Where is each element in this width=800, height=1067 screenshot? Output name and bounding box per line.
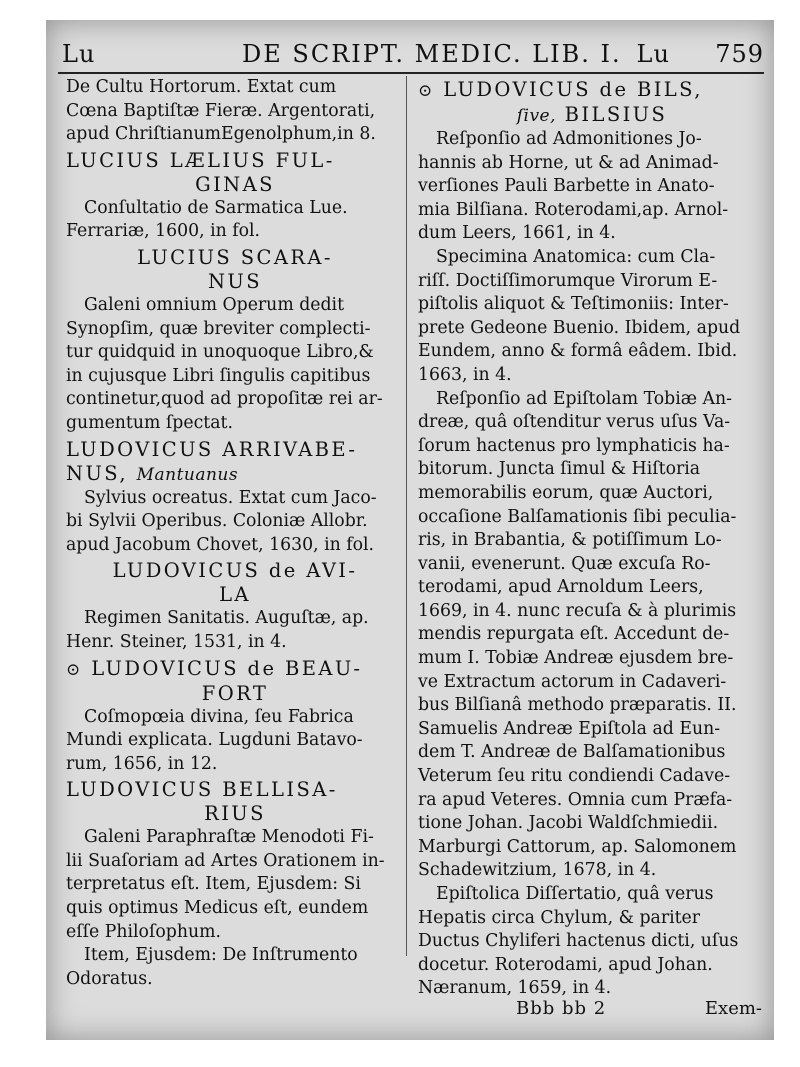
text-line: tur quidquid in unoquoque Libro,&: [66, 342, 374, 363]
author-heading: [66, 657, 404, 706]
text-line: Reſponſio ad Epiſtolam Tobiæ An-: [436, 388, 732, 409]
text-line: ve Extractum actorum in Cadaveri-: [418, 671, 727, 692]
text-line: Veterum ſeu ritu condiendi Cadave-: [418, 766, 731, 787]
entry-text: [418, 128, 766, 246]
left-column: [66, 76, 404, 991]
text-line: dem T. Andreæ de Balſamationibus: [418, 742, 726, 763]
text-line: lii Suaſoriam ad Artes Orationem in-: [66, 850, 385, 871]
marker-icon: ⊙: [418, 81, 435, 101]
marker-icon: ⊙: [66, 659, 83, 680]
entry-text: [66, 294, 404, 436]
text-line: 1663, in 4.: [418, 364, 512, 385]
text-line: continetur,quod ad propoſitæ rei ar-: [66, 389, 383, 410]
text-line: Henr. Steiner, 1531, in 4.: [66, 631, 287, 652]
text-line: terodami, apud Arnoldum Leers,: [418, 577, 704, 598]
entry-text: [66, 607, 404, 654]
signature-mark: Bbb bb 2: [516, 998, 607, 1019]
text-line: terpretatus eſt. Item, Ejusdem: Si: [66, 874, 361, 895]
header-left-catchword: Lu: [62, 40, 96, 68]
text-line: mum I. Tobiæ Andreæ ejusdem bre-: [418, 648, 734, 669]
text-line: Mundi explicata. Lugduni Batavo-: [66, 730, 363, 751]
heading-italic-text: ſive,: [516, 106, 557, 126]
text-line: tione Johan. Jacobi Waldſchmiedii.: [418, 813, 719, 834]
text-line: in cujusque Libri ſingulis capitibus: [66, 365, 371, 386]
text-line: Item, Ejusdem: De Inſtrumento: [84, 945, 358, 966]
author-heading: [66, 438, 404, 487]
author-heading: [418, 78, 766, 128]
text-line: dreæ, quâ oſtenditur verus uſus Va-: [418, 412, 731, 433]
heading-line: NUS: [207, 269, 263, 293]
heading-line: GINAS: [195, 172, 275, 196]
text-line: Specimina Anatomica: cum Cla-: [436, 246, 716, 267]
text-line: mendis repurgata eſt. Accedunt de-: [418, 624, 730, 645]
heading-line: LUCIUS SCARA-: [137, 245, 333, 269]
text-line: Odoratus.: [66, 968, 153, 989]
right-column: [418, 76, 766, 1001]
entry-text: [66, 197, 404, 244]
heading-italic-text: Mantuanus: [136, 464, 239, 485]
text-line: bi Sylvii Operibus. Coloniæ Allobr.: [66, 511, 368, 532]
text-line: Næranum, 1659, in 4.: [418, 978, 612, 999]
header-right-catchword: Lu: [636, 40, 670, 68]
text-line: Epiſtolica Diſſertatio, quâ verus: [436, 884, 714, 904]
text-line: bitorum. Juncta ſimul & Hiſtoria: [418, 459, 701, 480]
heading-text: BILSIUS: [564, 103, 668, 126]
heading-line: RIUS: [204, 802, 266, 826]
text-line: apud Jacobum Chovet, 1630, in fol.: [66, 534, 375, 555]
heading-line: LA: [219, 583, 251, 607]
text-line: Galeni Paraphraſtæ Menodoti Fi-: [84, 827, 374, 848]
author-heading: [66, 149, 404, 197]
text-line: 1669, in 4. nunc recuſa & à plurimis: [418, 600, 737, 621]
header-rule: [58, 72, 764, 74]
entry-text: [66, 826, 404, 944]
running-header: [56, 34, 768, 74]
heading-line: LUDOVICUS ARRIVABE-: [66, 437, 358, 461]
heading-line: LUDOVICUS de AVI-: [112, 559, 358, 583]
text-line: ſorum hactenus pro lymphaticis ha-: [418, 435, 730, 456]
heading-text: LUDOVICUS de BEAU-: [91, 656, 363, 680]
text-line: Sylvius ocreatus. Extat cum Jaco-: [84, 487, 377, 508]
header-right: [637, 40, 765, 68]
text-line: Hepatis circa Chylum, & pariter: [418, 907, 701, 928]
text-line: Ferrariæ, 1600, in fol.: [66, 221, 261, 242]
text-line: De Cultu Hortorum. Extat cum: [66, 77, 337, 97]
text-line: gumentum ſpectat.: [66, 412, 233, 433]
text-line: mia Bilſiana. Roterodami,ap. Arnol-: [418, 199, 729, 220]
text-line: Marburgi Cattorum, ap. Salomonem: [418, 836, 737, 857]
heading-line: LUDOVICUS BELLISA-: [66, 778, 338, 802]
text-line: apud ChriſtianumEgenolphum,in 8.: [66, 124, 376, 145]
text-line: Eundem, anno & formâ eâdem. Ibid.: [418, 341, 738, 362]
catchword: Exem-: [704, 998, 762, 1019]
author-heading: [66, 778, 404, 826]
heading-text: LUDOVICUS de BILS,: [443, 78, 703, 101]
text-line: Ductus Chyliferi hactenus dicti, uſus: [418, 931, 739, 952]
book-page: [46, 20, 774, 1040]
text-line: verſiones Pauli Barbette in Anato-: [418, 176, 715, 197]
text-line: Samuelis Andreæ Epiſtola ad Eun-: [418, 718, 721, 739]
entry-text: [418, 246, 766, 388]
text-line: Regimen Sanitatis. Auguſtæ, ap.: [84, 608, 369, 629]
entry-text: [66, 944, 404, 991]
text-line: eſſe Philoſophum.: [66, 921, 221, 942]
entry-text: [418, 388, 766, 883]
entry-text: [66, 76, 404, 147]
text-line: bus Bilſianâ methodo præparatis. II.: [418, 695, 737, 716]
text-line: prete Gedeone Buenio. Ibidem, apud: [418, 317, 741, 338]
author-heading: [66, 559, 404, 607]
heading-line: FORT: [201, 681, 269, 705]
heading-line: [66, 657, 404, 682]
author-heading: [66, 246, 404, 294]
text-line: Cœna Baptiſtæ Fieræ. Argentorati,: [66, 100, 376, 121]
heading-line: [418, 103, 766, 128]
heading-text: NUS,: [66, 461, 128, 485]
text-line: memorabilis eorum, quæ Auctori,: [418, 482, 714, 503]
text-line: piſtolis aliquot & Teſtimoniis: Inter-: [418, 294, 729, 315]
text-line: Schadewitzium, 1678, in 4.: [418, 860, 657, 881]
entry-text: [66, 706, 404, 777]
heading-line: LUCIUS LÆLIUS FUL-: [66, 148, 335, 172]
text-line: riſſ. Doctiſſimorumque Virorum E-: [418, 270, 718, 291]
entry-text: [66, 487, 404, 558]
text-line: Reſponſio ad Admonitiones Jo-: [436, 129, 702, 149]
text-line: quis optimus Medicus eſt, eundem: [66, 898, 369, 919]
header-title: DE SCRIPT. MEDIC. LIB. I.: [242, 40, 622, 68]
text-line: dum Leers, 1661, in 4.: [418, 223, 616, 244]
text-line: rum, 1656, in 12.: [66, 753, 218, 774]
entry-text: [418, 883, 766, 1001]
text-line: Galeni omnium Operum dedit: [84, 294, 345, 315]
text-line: docetur. Roterodami, apud Johan.: [418, 954, 713, 975]
text-line: hannis ab Horne, ut & ad Animad-: [418, 152, 719, 173]
text-line: ra apud Veteres. Omnia cum Præfa-: [418, 789, 733, 810]
column-divider: [406, 76, 407, 956]
text-line: ris, in Brabantia, & potiſſimum Lo-: [418, 530, 722, 551]
text-line: Coſmopœia divina, ſeu Fabrica: [84, 706, 354, 727]
page-number: 759: [715, 40, 764, 68]
heading-line: [418, 78, 766, 103]
text-line: Synopſim, quæ breviter complecti-: [66, 318, 371, 339]
text-line: occaſione Balſamationis ſibi peculia-: [418, 506, 737, 527]
text-line: vanii, evenerunt. Quæ excuſa Ro-: [418, 553, 711, 574]
heading-line: [66, 462, 404, 487]
text-line: Conſultatio de Sarmatica Lue.: [84, 197, 348, 218]
